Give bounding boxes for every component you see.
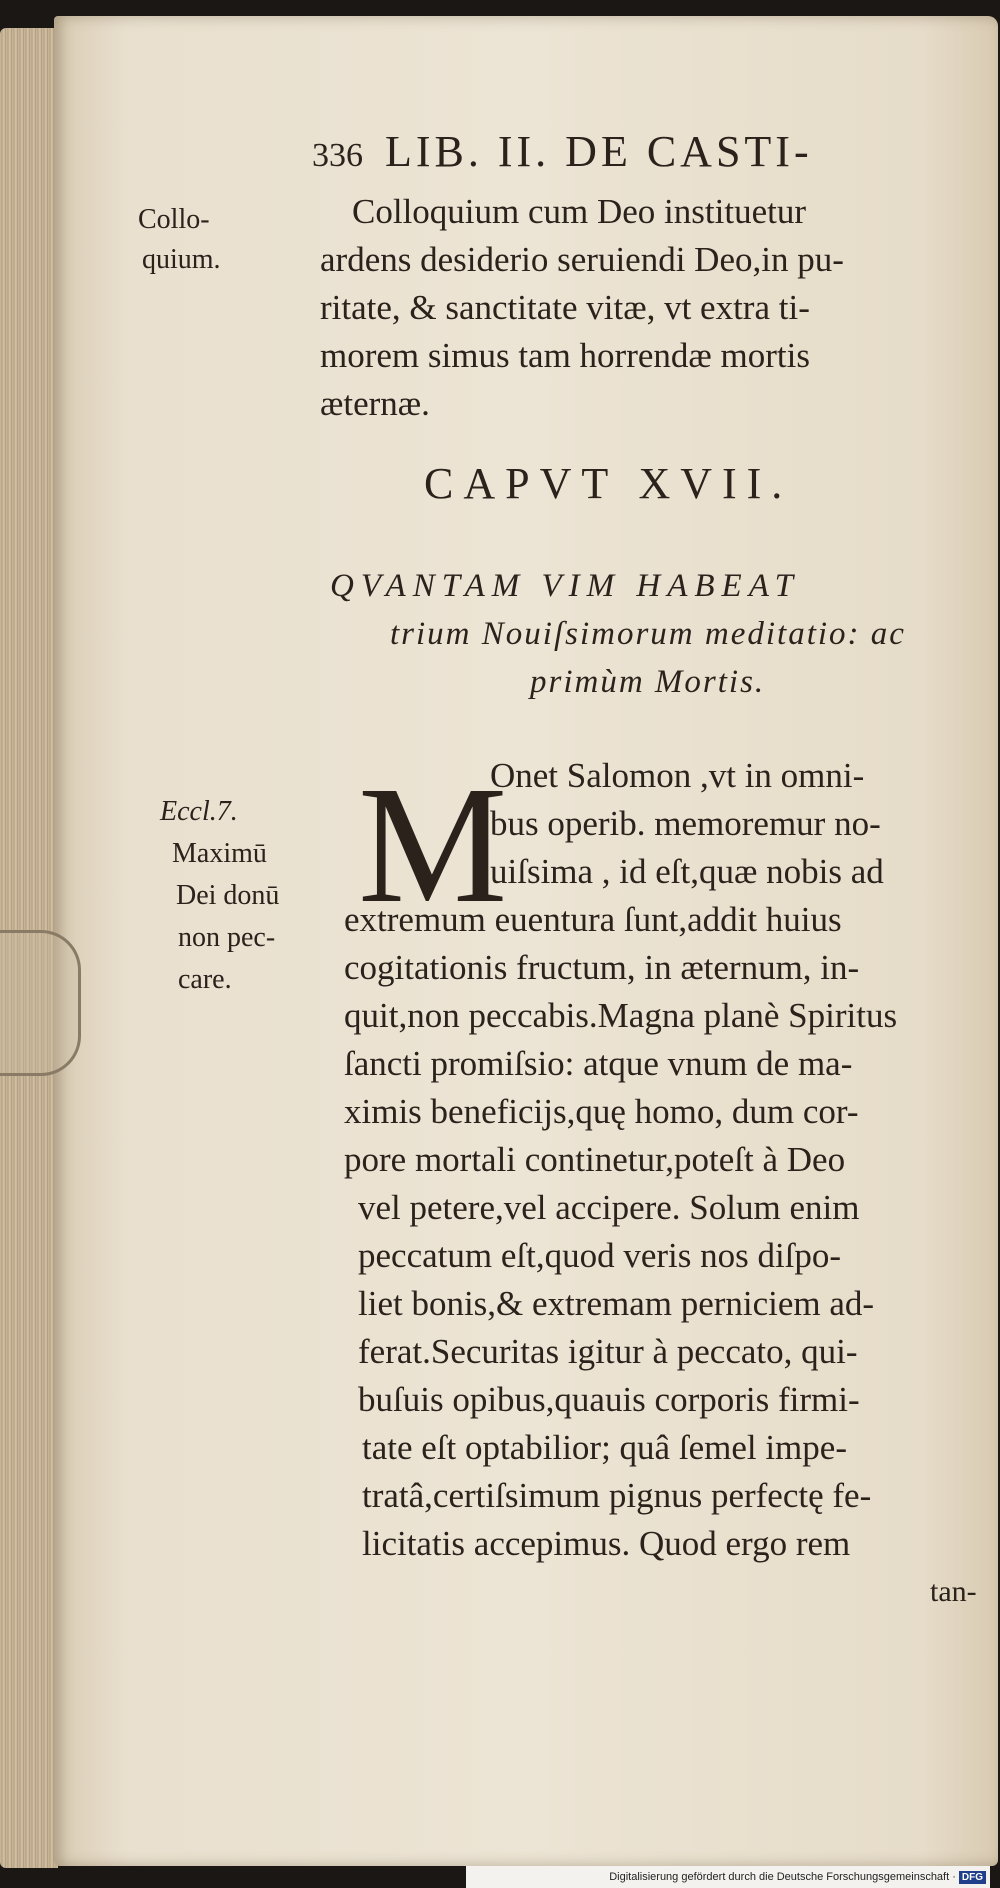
credit-text: Digitalisierung gefördert durch die Deutsche Forschungsgemeinschaft · xyxy=(609,1871,956,1883)
catchword: tan- xyxy=(930,1575,977,1608)
body-line: extremum euentura ſunt,addit huius xyxy=(344,900,842,939)
body-line: buſuis opibus,quauis corporis firmi- xyxy=(358,1380,860,1419)
page-number: 336 xyxy=(312,137,363,174)
colloquium-line: ritate, & sanctitate vitæ, vt extra ti- xyxy=(320,288,810,327)
body-line: ximis beneficijs,quę homo, dum cor- xyxy=(344,1092,859,1131)
running-title: LIB. II. DE CASTI- xyxy=(385,127,813,176)
colloquium-line: morem simus tam horrendæ mortis xyxy=(320,336,810,375)
margin-note-eccl-5: care. xyxy=(178,964,232,995)
body-line: vel petere,vel accipere. Solum enim xyxy=(358,1188,860,1227)
body-line: liet bonis,& extremam perniciem ad- xyxy=(358,1284,875,1323)
chapter-subtitle-line: QVANTAM VIM HABEAT xyxy=(330,568,800,604)
body-line: uiſsima , id eſt,quæ nobis ad xyxy=(490,852,884,891)
margin-note-colloquium-1: Collo- xyxy=(138,204,210,235)
body-line: licitatis accepimus. Quod ergo rem xyxy=(362,1524,851,1563)
margin-note-colloquium-2: quium. xyxy=(142,244,221,275)
book-clasp xyxy=(0,930,81,1076)
chapter-heading: CAPVT XVII. xyxy=(424,459,793,508)
margin-note-eccl-4: non pec- xyxy=(178,922,276,953)
chapter-subtitle-line: primùm Mortis. xyxy=(530,664,766,700)
colloquium-line: ardens desiderio seruiendi Deo,in pu- xyxy=(320,240,844,279)
margin-note-eccl-1: Eccl.7. xyxy=(160,796,238,827)
body-line: tratâ,certiſsimum pignus perfectę fe- xyxy=(362,1476,872,1515)
body-line: Onet Salomon ,vt in omni- xyxy=(490,756,865,795)
body-line: bus operib. memoremur no- xyxy=(490,804,881,843)
body-line: cogitationis fructum, in æternum, in- xyxy=(344,948,860,987)
body-line: quit,non peccabis.Magna planè Spiritus xyxy=(344,996,898,1035)
running-header xyxy=(312,126,813,177)
margin-note-eccl-3: Dei donū xyxy=(176,880,280,911)
body-line: tate eſt optabilior; quâ ſemel impe- xyxy=(362,1428,847,1467)
colloquium-line: Colloquium cum Deo instituetur xyxy=(352,192,806,231)
body-line: pore mortali continetur,poteſt à Deo xyxy=(344,1140,846,1179)
colloquium-line: æternæ. xyxy=(320,384,430,423)
drop-cap: M xyxy=(358,752,508,938)
dfg-logo-icon: DFG xyxy=(959,1871,986,1884)
digitization-credit xyxy=(466,1866,990,1888)
margin-note-eccl-2: Maximū xyxy=(172,838,267,869)
chapter-subtitle-line: trium Nouiſsimorum meditatio: ac xyxy=(390,616,906,652)
body-line: peccatum eſt,quod veris nos diſpo- xyxy=(358,1236,842,1275)
body-line: ſancti promiſsio: atque vnum de ma- xyxy=(344,1044,853,1083)
body-line: ferat.Securitas igitur à peccato, qui- xyxy=(358,1332,858,1371)
